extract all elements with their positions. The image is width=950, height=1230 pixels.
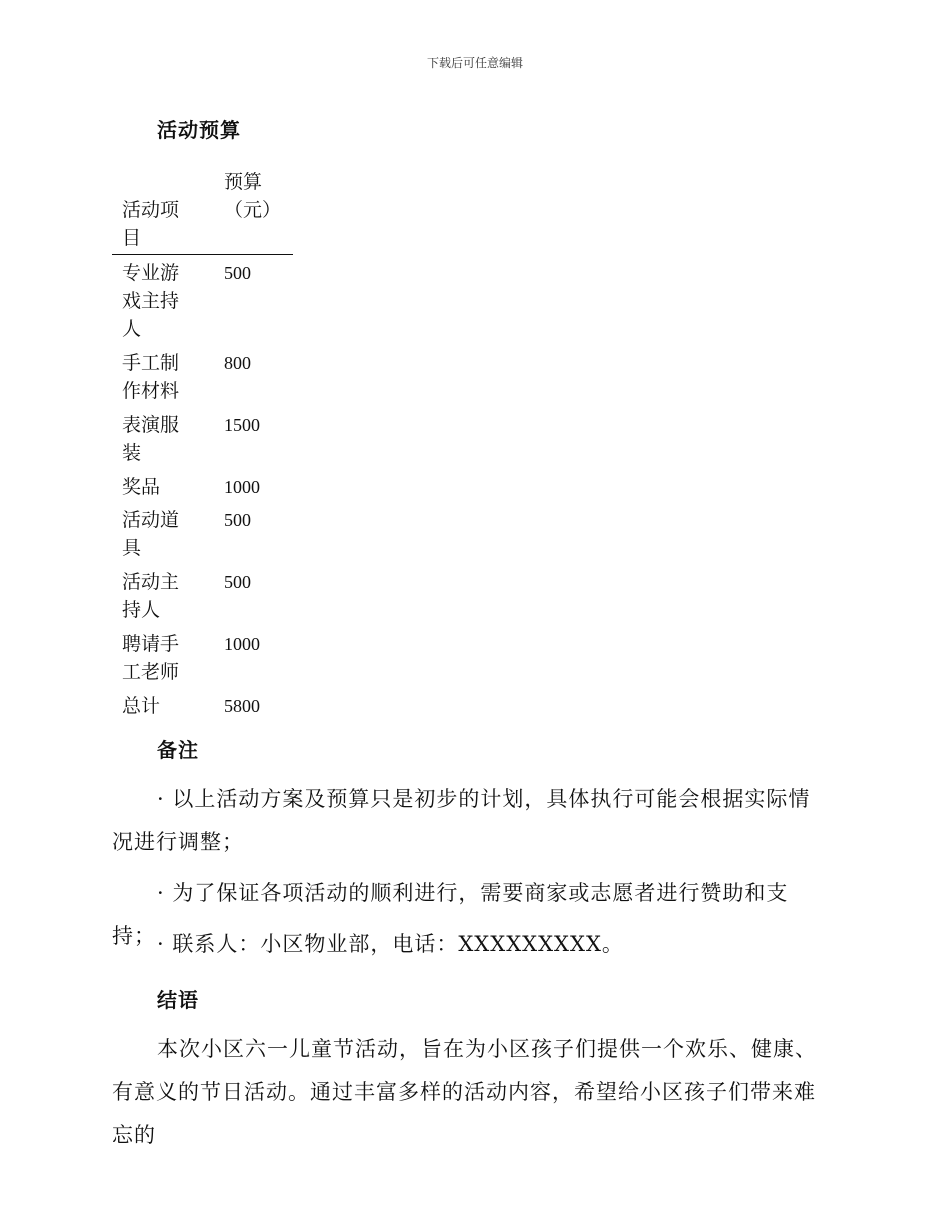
row-budget: 500 xyxy=(224,510,251,530)
note-item: · 以上活动方案及预算只是初步的计划，具体执行可能会根据实际情况进行调整； xyxy=(112,787,811,854)
conclusion-heading: 结语 xyxy=(157,988,199,1012)
row-budget: 5800 xyxy=(224,696,260,716)
row-budget: 800 xyxy=(224,353,251,373)
table-row xyxy=(112,564,293,626)
table-row xyxy=(112,407,293,469)
table-row xyxy=(112,688,293,721)
table-header xyxy=(112,166,293,255)
row-item: 奖品 xyxy=(122,476,161,498)
table-row xyxy=(112,502,293,564)
row-budget: 1000 xyxy=(224,477,260,497)
column-header-item: 活动项目 xyxy=(122,199,180,249)
page-header: 下载后可任意编辑 xyxy=(426,56,523,70)
conclusion-paragraph: 本次小区六一儿童节活动，旨在为小区孩子们提供一个欢乐、健康、有意义的节日活动。通过丰富多样的活动内容，希望给小区孩子们带来难忘的 xyxy=(112,1037,817,1147)
note-item: · 联系人：小区物业部，电话：XXXXXXXXX。 xyxy=(157,932,624,956)
row-item: 专业游戏主持人 xyxy=(122,262,180,340)
table-row xyxy=(112,345,293,407)
table-row xyxy=(112,469,293,502)
row-budget: 1500 xyxy=(224,415,260,435)
row-item: 手工制作材料 xyxy=(122,352,180,402)
row-item: 聘请手工老师 xyxy=(122,633,180,683)
row-budget: 500 xyxy=(224,572,251,592)
row-item: 活动主持人 xyxy=(122,571,180,621)
notes-heading: 备注 xyxy=(157,738,199,762)
row-item: 活动道具 xyxy=(122,509,180,559)
budget-table xyxy=(112,166,293,721)
table-row xyxy=(112,255,293,345)
row-item: 总计 xyxy=(122,695,161,717)
table-row xyxy=(112,626,293,688)
note-item: · 为了保证各项活动的顺利进行，需要商家或志愿者进行赞助和支持； xyxy=(112,881,789,948)
row-item: 表演服装 xyxy=(122,414,180,464)
column-header-budget: 预算（元） xyxy=(224,171,282,221)
row-budget: 500 xyxy=(224,263,251,283)
row-budget: 1000 xyxy=(224,634,260,654)
budget-heading: 活动预算 xyxy=(157,118,241,142)
